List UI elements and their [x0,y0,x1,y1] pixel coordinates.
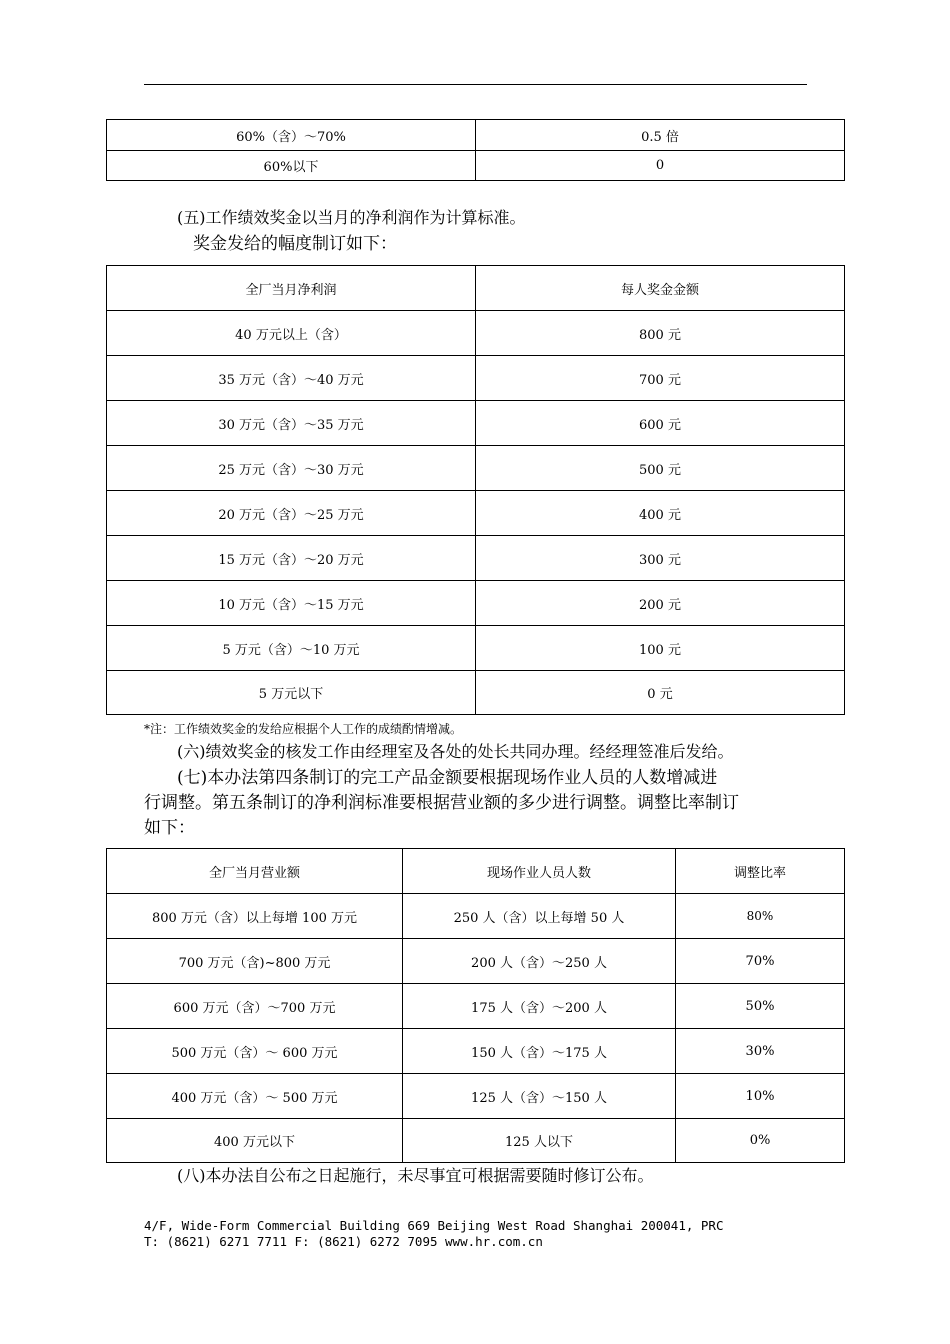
table-cell: 0.5 倍 [476,120,845,151]
table-cell: 20 万元（含）～25 万元 [107,491,476,536]
header-rule [144,84,807,85]
table-top [106,119,845,181]
table-cell: 150 人（含）～175 人 [403,1029,676,1074]
table-cell: 30 万元（含）～35 万元 [107,401,476,446]
table-cell: 500 万元（含）～ 600 万元 [107,1029,403,1074]
table-profit [106,265,845,715]
table-header-row [107,266,845,311]
table-row [107,446,845,491]
table-row [107,1074,845,1119]
paragraph-8: (八)本办法自公布之日起施行，未尽事宜可根据需要随时修订公布。 [177,1166,654,1185]
table-cell: 25 万元（含）～30 万元 [107,446,476,491]
table-cell: 80% [676,894,845,939]
column-header: 调整比率 [676,849,845,894]
table-cell: 60%以下 [107,151,476,181]
column-header: 现场作业人员人数 [403,849,676,894]
table-cell: 5 万元（含）～10 万元 [107,626,476,671]
footer-contact: T: (8621) 6271 7711 F: (8621) 6272 7095 www.hr.com.cn [144,1234,543,1249]
table-cell: 70% [676,939,845,984]
table-cell: 35 万元（含）～40 万元 [107,356,476,401]
table-cell: 50% [676,984,845,1029]
table-cell: 300 元 [476,536,845,581]
table-cell: 400 万元（含）～ 500 万元 [107,1074,403,1119]
table-cell: 10 万元（含）～15 万元 [107,581,476,626]
table-cell: 125 人（含）～150 人 [403,1074,676,1119]
table-row [107,311,845,356]
paragraph-7-line-3: 如下： [144,818,195,838]
table-row [107,401,845,446]
table-row [107,151,845,181]
table-row [107,984,845,1029]
column-header: 全厂当月净利润 [107,266,476,311]
table-cell: 800 万元（含）以上每增 100 万元 [107,894,403,939]
table-cell: 0 [476,151,845,181]
paragraph-7-line-1: (七)本办法第四条制订的完工产品金额要根据现场作业人员的人数增减进 [177,768,718,788]
table-cell: 250 人（含）以上每增 50 人 [403,894,676,939]
table-row [107,536,845,581]
table-cell: 600 万元（含）～700 万元 [107,984,403,1029]
table-cell: 400 万元以下 [107,1119,403,1163]
table-row [107,1119,845,1163]
table-cell: 0 元 [476,671,845,715]
table-cell: 60%（含）～70% [107,120,476,151]
paragraph-6: (六)绩效奖金的核发工作由经理室及各处的处长共同办理。经经理签准后发给。 [177,742,734,761]
table-row [107,626,845,671]
footer-address: 4/F, Wide-Form Commercial Building 669 Beijing West Road Shanghai 200041, PRC [144,1218,724,1233]
table-row [107,120,845,151]
table-cell: 200 人（含）～250 人 [403,939,676,984]
table-cell: 600 元 [476,401,845,446]
table-cell: 125 人以下 [403,1119,676,1163]
table-cell: 15 万元（含）～20 万元 [107,536,476,581]
table-adjust [106,848,845,1163]
table-row [107,671,845,715]
table-row [107,491,845,536]
table-cell: 800 元 [476,311,845,356]
table-row [107,894,845,939]
table-cell: 500 元 [476,446,845,491]
column-header: 全厂当月营业额 [107,849,403,894]
table-cell: 10% [676,1074,845,1119]
table-cell: 400 元 [476,491,845,536]
table-header-row [107,849,845,894]
table-cell: 700 元 [476,356,845,401]
table-cell: 100 元 [476,626,845,671]
column-header: 每人奖金金额 [476,266,845,311]
table-row [107,939,845,984]
table-cell: 700 万元（含)~800 万元 [107,939,403,984]
table-cell: 0% [676,1119,845,1163]
table-cell: 200 元 [476,581,845,626]
table-cell: 175 人（含）～200 人 [403,984,676,1029]
table-cell: 40 万元以上（含） [107,311,476,356]
table-cell: 30% [676,1029,845,1074]
table-cell: 5 万元以下 [107,671,476,715]
table-row [107,356,845,401]
table-row [107,1029,845,1074]
paragraph-7-line-2: 行调整。第五条制订的净利润标准要根据营业额的多少进行调整。调整比率制订 [144,793,739,813]
paragraph-5: (五)工作绩效奖金以当月的净利润作为计算标准。 [177,208,526,227]
table-row [107,581,845,626]
footnote: *注：工作绩效奖金的发给应根据个人工作的成绩酌情增减。 [144,722,463,736]
paragraph-5b: 奖金发给的幅度制订如下： [193,234,397,254]
